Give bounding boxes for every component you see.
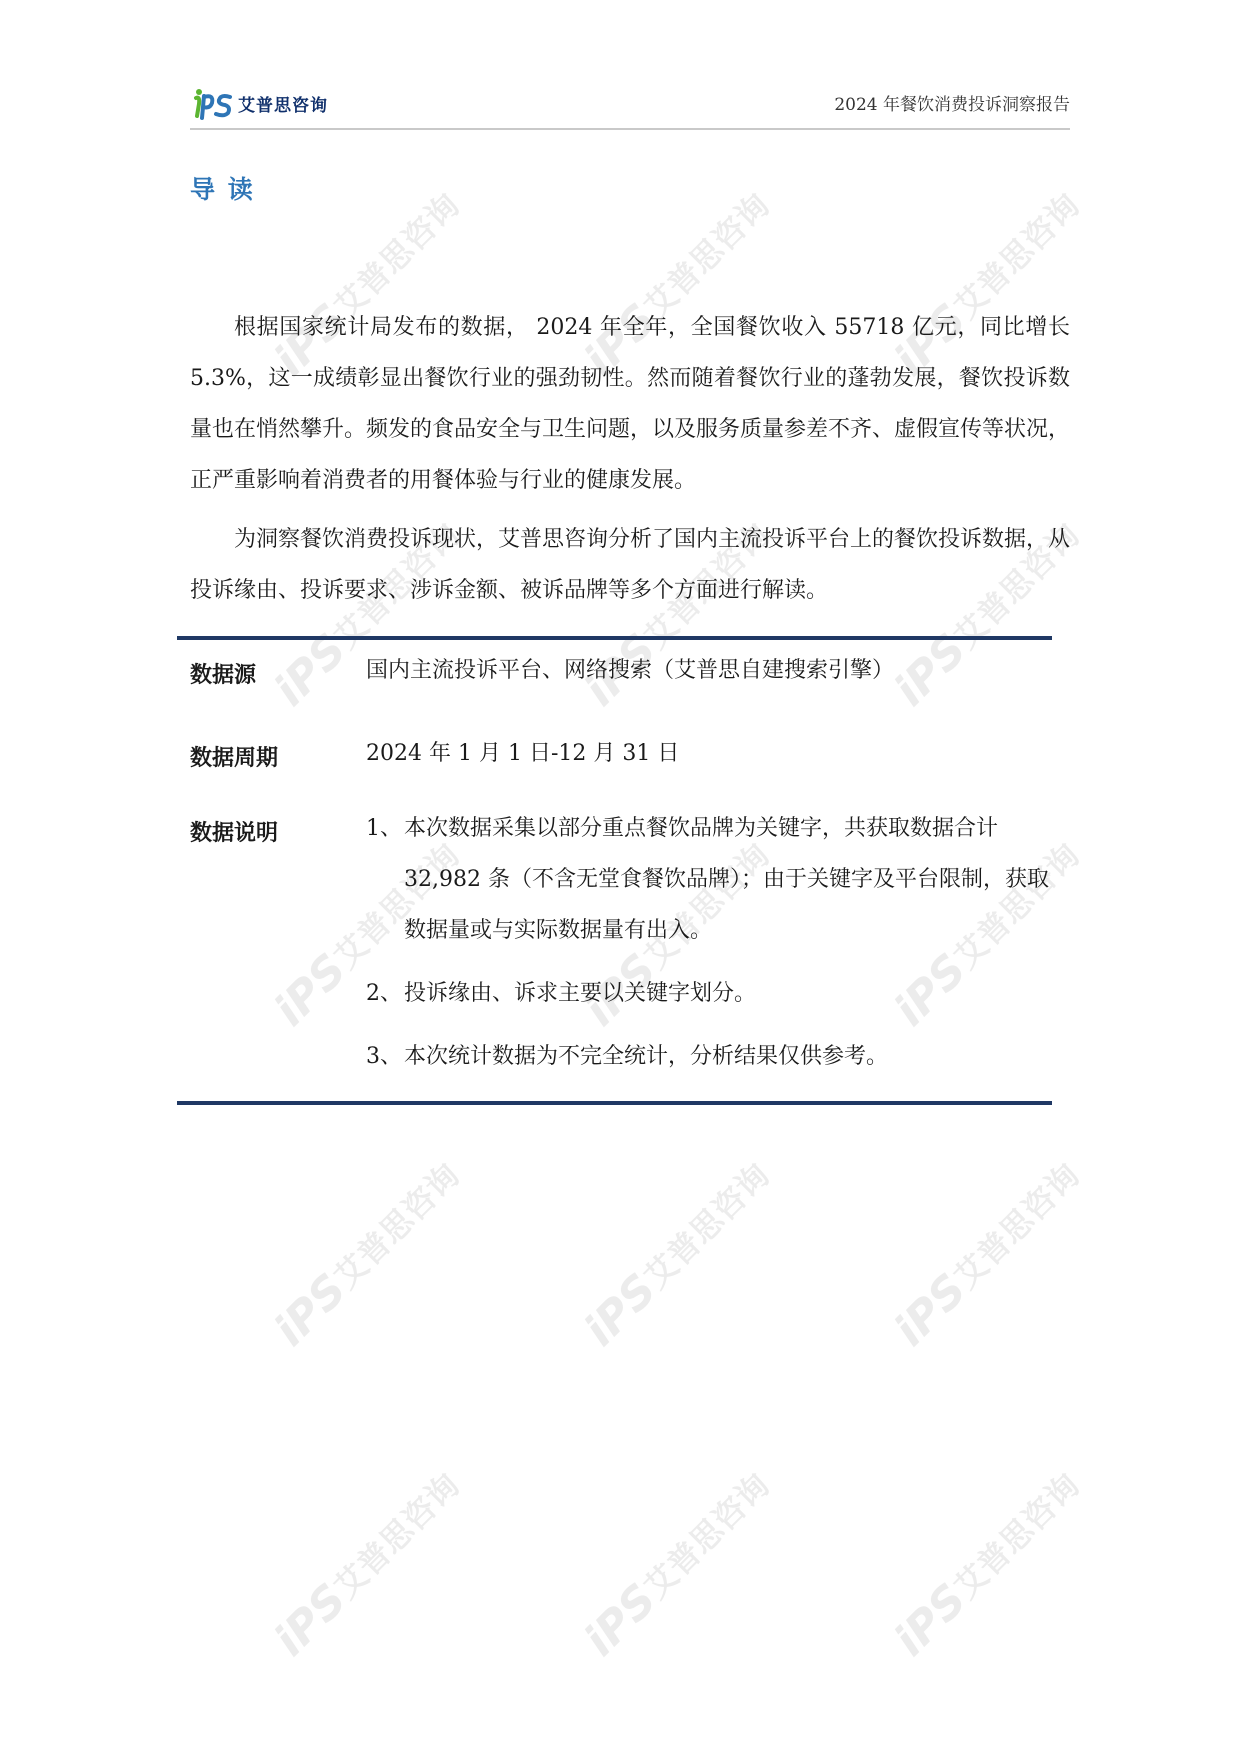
watermark-logo — [850, 1440, 1110, 1700]
table-bottom-rule — [177, 1101, 1052, 1105]
page-header — [190, 84, 1070, 130]
intro-paragraph: 根据国家统计局发布的数据， 2024 年全年，全国餐饮收入 55718 亿元，同比增长 5.3%，这一成绩彰显出餐饮行业的强劲韧性。然而随着餐饮行业的蓬勃发展，餐饮投诉数量也在悄然攀升。频发的食品安全与卫生问题，以及服务质量参差不齐、虚假宣传等状况，正严重影响着消费者的用餐体验与行业的健康发展。 — [190, 315, 1071, 493]
intro-paragraph: 为洞察餐饮消费投诉现状，艾普思咨询分析了国内主流投诉平台上的餐饮投诉数据，从投诉缘由、投诉要求、涉诉金额、被诉品牌等多个方面进行解读。 — [190, 527, 1071, 603]
svg-text:艾普思咨询: 艾普思咨询 — [326, 836, 467, 977]
svg-text:艾普思咨询: 艾普思咨询 — [326, 1466, 467, 1607]
svg-text:iPS: iPS — [264, 294, 357, 387]
watermark-logo — [540, 1130, 800, 1390]
note-text: 本次数据采集以部分重点餐饮品牌为关键字，共获取数据合计 32,982 条（不含无堂食餐饮品牌）；由于关键字及平台限制，获取数据量或与实际数据量有出入。 — [404, 816, 1049, 943]
svg-text:iPS: iPS — [264, 944, 357, 1037]
report-title: 2024 年餐饮消费投诉洞察报告 — [834, 95, 1070, 115]
note-text: 投诉缘由、诉求主要以关键字划分。 — [404, 981, 757, 1006]
svg-text:艾普思咨询: 艾普思咨询 — [636, 1466, 777, 1607]
intro-text — [190, 302, 1070, 624]
logo-text: 艾普思咨询 — [238, 95, 328, 116]
source-value: 国内主流投诉平台、网络搜索（艾普思自建搜索引擎） — [366, 658, 895, 683]
svg-text:艾普思咨询: 艾普思咨询 — [326, 1156, 467, 1297]
note-number: 3、 — [366, 1044, 402, 1069]
note-number: 1、 — [366, 816, 402, 841]
period-value: 2024 年 1 月 1 日-12 月 31 日 — [366, 741, 680, 766]
watermark-logo — [540, 1440, 800, 1700]
svg-text:艾普思咨询: 艾普思咨询 — [946, 836, 1087, 977]
notes-label: 数据说明 — [190, 821, 279, 846]
source-label: 数据源 — [190, 663, 257, 688]
svg-text:艾普思咨询: 艾普思咨询 — [946, 1466, 1087, 1607]
svg-text:iPS: iPS — [574, 944, 667, 1037]
notes-list — [366, 803, 1056, 1094]
svg-text:iPS: iPS — [884, 294, 977, 387]
svg-text:iPS: iPS — [884, 624, 977, 717]
note-item — [366, 1031, 1056, 1082]
table-top-rule — [177, 636, 1052, 640]
svg-text:iPS: iPS — [264, 624, 357, 717]
section-title: 导 读 — [190, 175, 255, 204]
watermark-logo — [850, 1130, 1110, 1390]
svg-text:iPS: iPS — [574, 624, 667, 717]
svg-text:艾普思咨询: 艾普思咨询 — [636, 516, 777, 657]
note-text: 本次统计数据为不完全统计，分析结果仅供参考。 — [404, 1044, 889, 1069]
svg-text:iPS: iPS — [884, 1264, 977, 1357]
svg-text:艾普思咨询: 艾普思咨询 — [636, 836, 777, 977]
svg-text:iPS: iPS — [264, 1574, 357, 1667]
svg-text:艾普思咨询: 艾普思咨询 — [946, 186, 1087, 327]
svg-text:iPS: iPS — [574, 294, 667, 387]
svg-text:艾普思咨询: 艾普思咨询 — [636, 1156, 777, 1297]
watermark-logo — [230, 1130, 490, 1390]
svg-text:iPS: iPS — [574, 1264, 667, 1357]
svg-text:艾普思咨询: 艾普思咨询 — [636, 186, 777, 327]
svg-text:iPS: iPS — [884, 944, 977, 1037]
svg-text:iPS: iPS — [884, 1574, 977, 1667]
svg-text:艾普思咨询: 艾普思咨询 — [946, 1156, 1087, 1297]
ips-logo-icon — [190, 86, 234, 120]
note-item — [366, 803, 1056, 956]
svg-text:艾普思咨询: 艾普思咨询 — [326, 516, 467, 657]
company-logo — [190, 86, 328, 120]
svg-text:艾普思咨询: 艾普思咨询 — [946, 516, 1087, 657]
svg-text:iPS: iPS — [264, 1264, 357, 1357]
note-item — [366, 968, 1056, 1019]
watermark-logo — [230, 1440, 490, 1700]
svg-text:iPS: iPS — [574, 1574, 667, 1667]
period-label: 数据周期 — [190, 746, 279, 771]
note-number: 2、 — [366, 981, 402, 1006]
svg-text:艾普思咨询: 艾普思咨询 — [326, 186, 467, 327]
